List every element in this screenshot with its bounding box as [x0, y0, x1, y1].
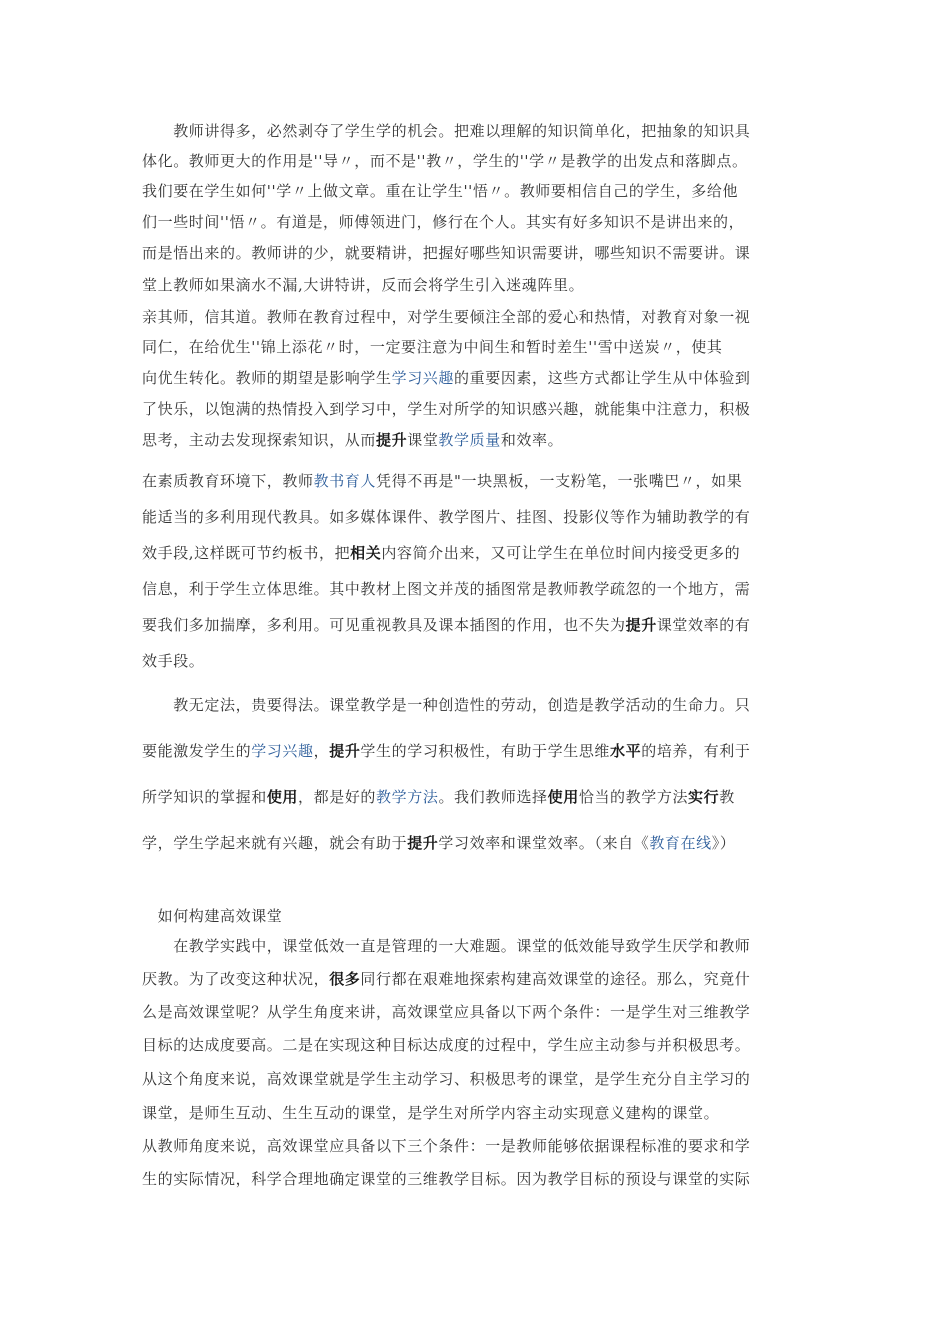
s2-line-2-text-b: 同行都在艰难地探索构建高效课堂的途径。那么，究竟什 — [360, 970, 751, 988]
p1-line-2: 体化。教师更大的作用是''导〃，而不是''教〃，学生的''学〃是教学的出发点和落脚点。 — [142, 152, 748, 170]
p4-line-2-text-d: 的培养，有利于 — [641, 742, 751, 760]
p3-line-5-text-b: 课堂效率的有 — [656, 616, 751, 634]
p2-line-5 — [142, 430, 822, 450]
p3-line-6: 效手段。 — [142, 652, 205, 670]
s2-line-7: 从教师角度来说，高效课堂应具备以下三个条件：一是教师能够依据课程标准的要求和学 — [142, 1137, 751, 1155]
s2-line-1: 在教学实践中，课堂低效一直是管理的一大难题。课堂的低效能导致学生厌学和教师 — [142, 937, 751, 955]
learning-interest-link-2[interactable]: 学习兴趣 — [251, 742, 314, 760]
s2-line-2-bold: 很多 — [329, 970, 361, 988]
s2-line-4: 目标的达成度要高。二是在实现这种目标达成度的过程中，学生应主动参与并积极思考。 — [142, 1036, 751, 1054]
section-heading: 如何构建高效课堂 — [142, 907, 283, 925]
p4-line-4-text-a: 学，学生学起来就有兴趣，就会有助于 — [142, 834, 408, 852]
p2-line-5-bold: 提升 — [376, 431, 408, 449]
education-online-link[interactable]: 教育在线 — [649, 834, 712, 852]
p4-line-2-bold-2: 水平 — [610, 742, 642, 760]
p4-line-4-text-c: 》） — [711, 834, 736, 852]
p3-line-3-text-a: 效手段,这样既可节约板书，把 — [142, 544, 351, 562]
s2-line-2-text-a: 厌教。为了改变这种状况， — [142, 970, 330, 988]
p4-line-4-text-b: 学习效率和课堂效率。（来自《 — [438, 834, 650, 852]
p3-line-2: 能适当的多利用现代教具。如多媒体课件、教学图片、挂图、投影仪等作为辅助教学的有 — [142, 508, 751, 526]
p4-line-3-bold-1: 使用 — [266, 788, 299, 806]
p3-line-3-text-b: 内容简介出来，又可让学生在单位时间内接受更多的 — [381, 544, 741, 562]
p2-line-1: 亲其师，信其道。教师在教育过程中，对学生要倾注全部的爱心和热情，对教育对象一视 — [142, 308, 751, 326]
p2-line-2: 同仁，在给优生''锦上添花〃时，一定要注意为中间生和暂时差生''雪中送炭〃，使其 — [142, 338, 723, 356]
p3-line-5-bold: 提升 — [625, 616, 657, 634]
p1-line-5: 而是悟出来的。教师讲的少，就要精讲，把握好哪些知识需要讲，哪些知识不需要讲。课 — [142, 244, 751, 262]
s2-line-8: 生的实际情况，科学合理地确定课堂的三维教学目标。因为教学目标的预设与课堂的实际 — [142, 1170, 751, 1188]
p4-line-4-bold: 提升 — [407, 834, 439, 852]
p4-line-3-text-d: 恰当的教学方法 — [578, 788, 689, 806]
p3-line-1-text-b: 凭得不再是"一块黑板，一支粉笔，一张嘴巴〃，如果 — [376, 472, 743, 490]
p2-line-3 — [142, 368, 822, 388]
p4-line-3-bold-3: 实行 — [688, 788, 720, 806]
p4-line-2-text-a: 要能激发学生的 — [142, 742, 252, 760]
p1-line-4: 们一些时间''悟〃。有道是，师傅领进门，修行在个人。其实有好多知识不是讲出来的， — [142, 213, 745, 231]
p4-line-4 — [142, 833, 822, 853]
p1-line-1: 教师讲得多，必然剥夺了学生学的机会。把难以理解的知识简单化，把抽象的知识具 — [142, 122, 751, 140]
learning-interest-link[interactable]: 学习兴趣 — [391, 369, 455, 387]
p2-line-3-text-b: 的重要因素，这些方式都让学生从中体验到 — [454, 369, 751, 387]
p2-line-3-text-a: 向优生转化。教师的期望是影响学生 — [142, 369, 392, 387]
p4-line-2-text-b: ， — [313, 742, 330, 760]
p3-line-1-text-a: 在素质教育环境下，教师 — [142, 472, 314, 490]
s2-line-3: 么是高效课堂呢？从学生角度来讲，高效课堂应具备以下两个条件：一是学生对三维教学 — [142, 1003, 751, 1021]
p4-line-3-text-c: 。我们教师选择 — [438, 788, 548, 806]
p3-line-3 — [142, 543, 822, 563]
p3-line-4: 信息，利于学生立体思维。其中教材上图文并茂的插图常是教师教学疏忽的一个地方，需 — [142, 580, 751, 598]
teaching-method-link[interactable]: 教学方法 — [376, 788, 439, 806]
p4-line-3-text-a: 所学知识的掌握和 — [142, 788, 267, 806]
s2-line-5: 从这个角度来说，高效课堂就是学生主动学习、积极思考的课堂，是学生充分自主学习的 — [142, 1070, 751, 1088]
s2-line-6: 课堂，是师生互动、生生互动的课堂，是学生对所学内容主动实现意义建构的课堂。 — [142, 1104, 720, 1122]
p4-line-2-bold-1: 提升 — [329, 742, 361, 760]
p3-line-3-bold: 相关 — [350, 544, 382, 562]
p4-line-2-text-c: 学生的学习积极性，有助于学生思维 — [360, 742, 611, 760]
p4-line-3-text-e: 教 — [719, 788, 735, 806]
p3-line-5 — [142, 615, 822, 635]
p3-line-5-text-a: 要我们多加揣摩，多利用。可见重视教具及课本插图的作用，也不失为 — [142, 616, 626, 634]
p4-line-3 — [142, 787, 822, 807]
p1-line-6: 堂上教师如果滴水不漏,大讲特讲，反而会将学生引入迷魂阵里。 — [142, 276, 585, 294]
p3-line-1 — [142, 471, 822, 491]
p2-line-5-text-a: 思考，主动去发现探索知识，从而 — [142, 431, 377, 449]
teach-educate-link[interactable]: 教书育人 — [313, 472, 377, 490]
p1-line-3: 我们要在学生如何''学〃上做文章。重在让学生''悟〃。教师要相信自己的学生，多给他 — [142, 182, 739, 200]
teaching-quality-link[interactable]: 教学质量 — [438, 431, 501, 449]
p2-line-5-text-b: 课堂 — [407, 431, 439, 449]
p4-line-1: 教无定法，贵要得法。课堂教学是一种创造性的劳动，创造是教学活动的生命力。只 — [142, 696, 751, 714]
p2-line-5-text-c: 和效率。 — [500, 431, 564, 449]
p2-line-4: 了快乐，以饱满的热情投入到学习中，学生对所学的知识感兴趣，就能集中注意力，积极 — [142, 400, 751, 418]
p4-line-2 — [142, 741, 822, 761]
p4-line-3-bold-2: 使用 — [547, 788, 579, 806]
p4-line-3-text-b: ，都是好的 — [298, 788, 377, 806]
s2-line-2 — [142, 969, 822, 989]
